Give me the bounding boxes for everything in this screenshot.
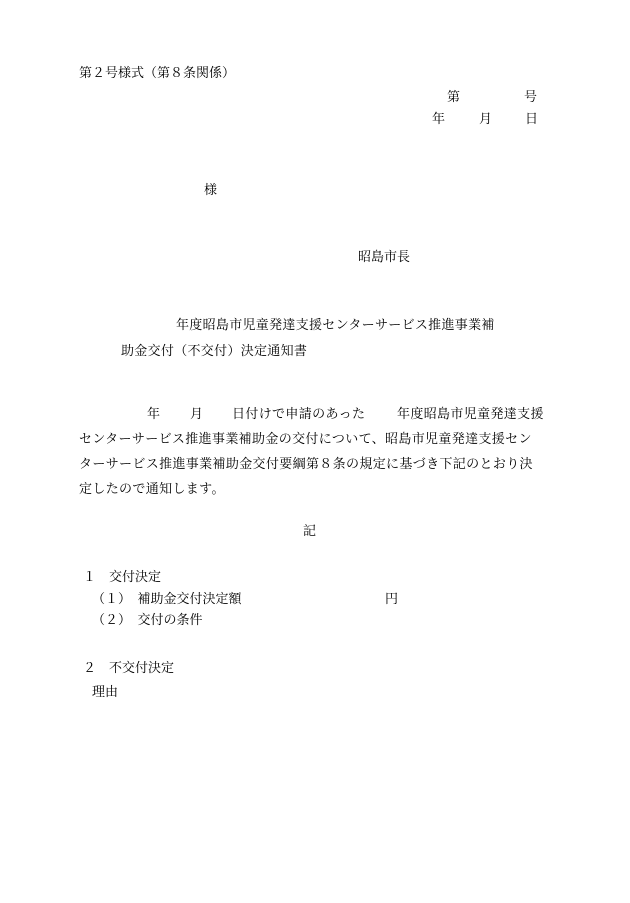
date-year: 年 xyxy=(432,112,446,127)
section-1-item-2-label: （２） 交付の条件 xyxy=(92,613,203,628)
body-paragraph-line-2: センターサービス推進事業補助金の交付について、昭島市児童発達支援セン xyxy=(79,432,532,447)
body-application-text: 日付けで申請のあった xyxy=(232,407,366,422)
sender-name: 昭島市長 xyxy=(358,250,411,265)
document-title-line-2: 助金交付（不交付）決定通知書 xyxy=(121,344,308,359)
addressee-honorific: 様 xyxy=(204,183,218,198)
document-number-suffix: 号 xyxy=(524,90,538,105)
body-fiscal-year-text: 年度昭島市児童発達支援 xyxy=(397,407,544,422)
section-1-item-1-unit: 円 xyxy=(385,592,399,607)
body-paragraph-line-4: 定したので通知します。 xyxy=(79,482,225,497)
section-2-reason-label: 理由 xyxy=(92,685,119,700)
form-number: 第２号様式（第８条関係） xyxy=(79,66,236,81)
document-number-prefix: 第 xyxy=(447,90,461,105)
body-month-label: 月 xyxy=(190,407,204,422)
body-paragraph-line-3: ターサービス推進事業補助金交付要綱第８条の規定に基づき下記のとおり決 xyxy=(79,457,533,472)
body-year-label: 年 xyxy=(147,407,161,422)
document-title-line-1: 年度昭島市児童発達支援センターサービス推進事業補 xyxy=(176,318,495,333)
ki-heading: 記 xyxy=(303,524,317,539)
date-day: 日 xyxy=(525,112,539,127)
date-month: 月 xyxy=(479,112,493,127)
section-2-title: ２ 不交付決定 xyxy=(83,661,175,676)
section-1-title: １ 交付決定 xyxy=(83,570,162,585)
section-1-item-1-label: （１） 補助金交付決定額 xyxy=(92,592,242,607)
